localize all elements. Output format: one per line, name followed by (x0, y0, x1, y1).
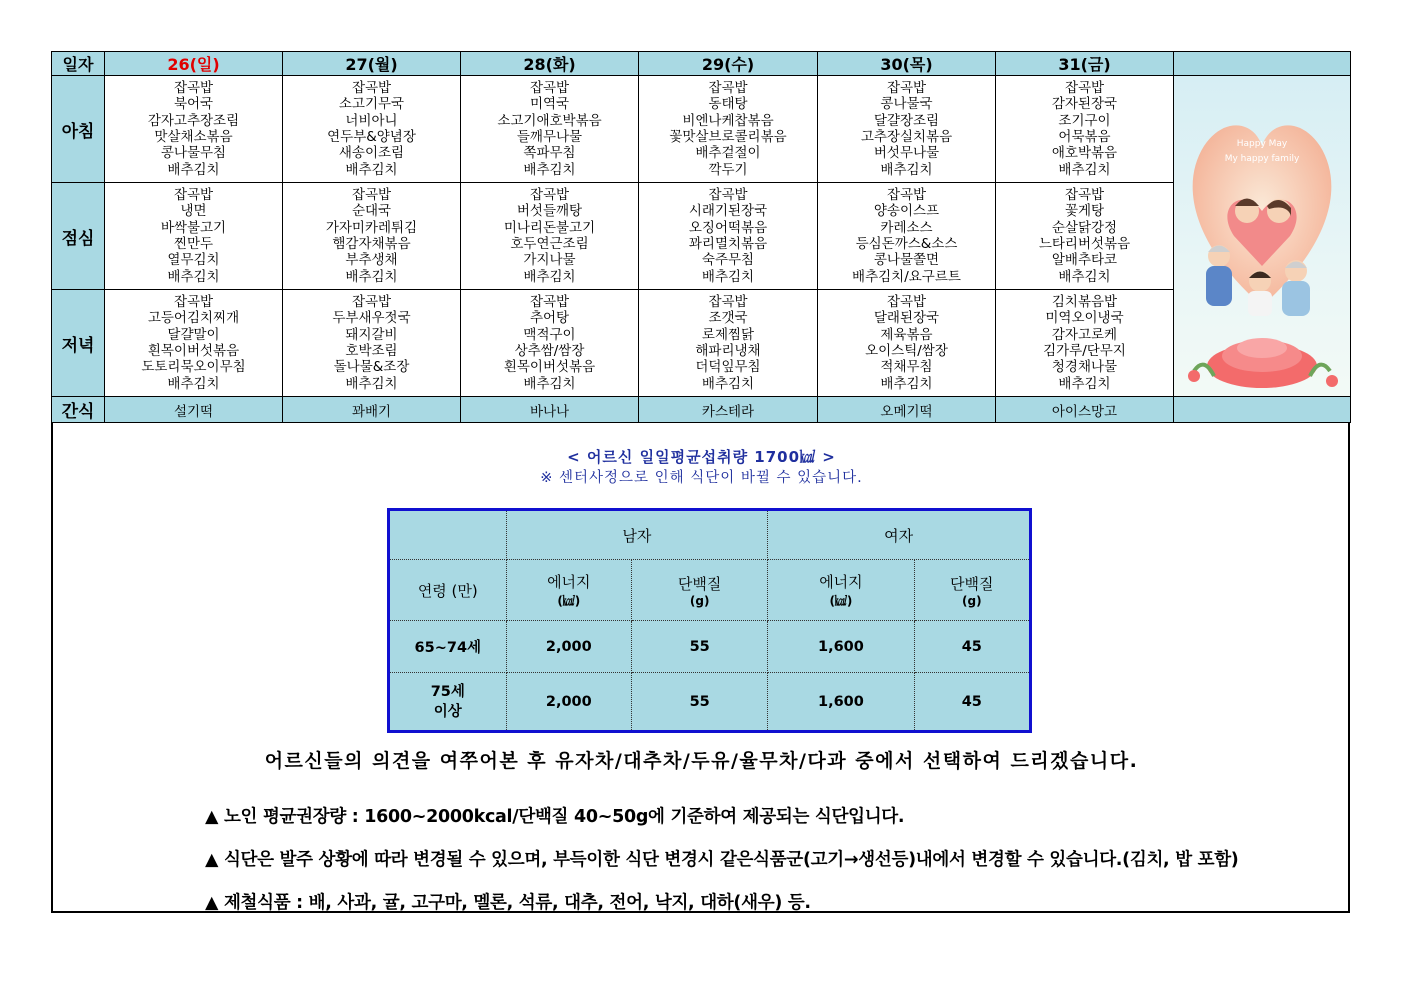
menu-item: 배추김치 (523, 268, 576, 285)
nutrition-label-row (389, 560, 1031, 621)
illustration-text: My happy family (1224, 154, 1300, 164)
menu-item: 돌나물&조장 (333, 359, 410, 376)
menu-item: 냉면 (180, 203, 207, 220)
nutrition-row (389, 621, 1031, 673)
intake-notice: < 어르신 일일평균섭취량 1700㎉ > (567, 448, 836, 466)
menu-item: 꽃게탕 (1064, 203, 1105, 220)
menu-item: 잡곡밥 (886, 80, 927, 97)
menu-item: 배추김치 (167, 161, 220, 178)
menu-item: 순대국 (351, 203, 392, 220)
menu-cell (818, 76, 996, 183)
day-header: 31(금) (996, 52, 1174, 76)
menu-cell (105, 183, 283, 290)
menu-item: 잡곡밥 (351, 80, 392, 97)
day-header: 30(목) (818, 52, 996, 76)
menu-item: 연두부&양념장 (327, 129, 416, 145)
note-line: ▲ 제철식품 : 배, 사과, 귤, 고구마, 멜론, 석류, 대추, 전어, 낙지, 대하(새우) 등. (205, 893, 811, 913)
menu-item: 시래기된장국 (688, 203, 768, 220)
menu-item: 버섯들깨탕 (516, 203, 583, 220)
menu-item: 등심돈까스&소스 (855, 236, 958, 252)
energy-unit: (㎉) (829, 594, 853, 608)
menu-item: 잡곡밥 (529, 80, 570, 97)
male-energy-header (506, 560, 631, 621)
menu-item: 배추김치 (701, 268, 755, 285)
menu-cell (283, 290, 461, 397)
age-header: 연령 (만) (389, 560, 507, 621)
menu-item: 바싹불고기 (160, 219, 227, 236)
female-energy: 1,600 (768, 673, 914, 732)
meal-label-snack: 간식 (52, 397, 105, 423)
day-header: 29(수) (639, 52, 818, 76)
blank-header (1174, 52, 1351, 76)
nutrition-row (389, 673, 1031, 732)
day-header: 26(일) (105, 52, 283, 76)
menu-cell (818, 183, 996, 290)
menu-item: 배추김치 (701, 375, 755, 392)
menu-item: 잡곡밥 (708, 187, 748, 204)
menu-item: 콩나물국 (880, 96, 933, 113)
menu-item: 소고기무국 (338, 96, 405, 113)
menu-item: 맥적구이 (523, 326, 576, 343)
menu-item: 잡곡밥 (173, 294, 214, 311)
protein-unit: (g) (689, 593, 710, 608)
menu-item: 달걀말이 (167, 326, 220, 343)
menu-item: 느타리버섯볶음 (1038, 236, 1131, 252)
male-protein: 55 (632, 621, 768, 673)
menu-item: 순살닭강정 (1051, 219, 1118, 236)
menu-item: 깍두기 (708, 161, 748, 178)
menu-item: 잡곡밥 (886, 187, 927, 204)
menu-item: 배추김치 (523, 375, 576, 392)
meal-menu-table (51, 51, 1351, 423)
menu-item: 달래된장국 (873, 310, 940, 327)
menu-item: 고등어김치찌개 (147, 310, 240, 327)
menu-item: 배추김치 (1058, 375, 1111, 392)
family-illustration (1174, 76, 1351, 397)
menu-cell (639, 290, 818, 397)
family-illustration-image (1174, 76, 1351, 397)
menu-cell (461, 76, 639, 183)
menu-item: 잡곡밥 (708, 80, 748, 97)
menu-item: 어묵볶음 (1058, 129, 1111, 145)
male-protein: 55 (632, 673, 768, 732)
menu-cell (461, 290, 639, 397)
breakfast-row (52, 76, 1351, 183)
menu-item: 배추김치 (880, 161, 933, 178)
menu-item: 가지나물 (523, 252, 576, 269)
female-energy: 1,600 (768, 621, 914, 673)
menu-item: 더덕잎무침 (695, 359, 761, 376)
menu-cell (461, 183, 639, 290)
male-protein-header (632, 560, 768, 621)
menu-item: 해파리냉채 (695, 343, 761, 359)
energy-unit: (㎉) (557, 594, 581, 608)
protein-label: 단백질 (677, 574, 722, 593)
lunch-row (52, 183, 1351, 290)
menu-item: 배추김치 (167, 375, 220, 392)
menu-cell (283, 183, 461, 290)
menu-item: 조갯국 (708, 310, 748, 327)
menu-item: 숙주무침 (701, 252, 755, 269)
protein-label: 단백질 (950, 574, 994, 593)
menu-item: 배추김치 (880, 375, 933, 392)
menu-item: 도토리묵오이무침 (141, 359, 246, 376)
menu-item: 상추쌈/쌈장 (514, 343, 585, 359)
menu-item: 조기구이 (1058, 112, 1111, 129)
menu-item: 배추김치 (523, 161, 576, 178)
menu-cell (996, 76, 1174, 183)
menu-item: 감자고로케 (1051, 326, 1118, 343)
menu-item: 잡곡밥 (529, 187, 570, 204)
menu-item: 잡곡밥 (1064, 187, 1105, 204)
menu-item: 버섯무나물 (873, 145, 940, 162)
nutrition-gender-row (389, 510, 1031, 560)
menu-item: 들깨무나물 (516, 129, 583, 145)
menu-item: 달걀장조림 (873, 112, 940, 129)
female-protein: 45 (914, 621, 1030, 673)
snack-cell: 카스테라 (639, 397, 818, 423)
menu-item: 소고기애호박볶음 (497, 112, 602, 129)
menu-item: 맛살채소볶음 (154, 129, 233, 145)
menu-item: 감자된장국 (1051, 96, 1118, 113)
nutrition-corner (389, 510, 507, 560)
menu-item: 적채무침 (880, 359, 933, 376)
menu-item: 햄감자채볶음 (332, 236, 411, 252)
menu-item: 잡곡밥 (1064, 80, 1105, 97)
menu-item: 양송이스프 (873, 203, 940, 220)
male-energy: 2,000 (506, 621, 631, 673)
meal-label-breakfast: 아침 (52, 76, 105, 183)
menu-cell (105, 290, 283, 397)
meal-label-dinner: 저녁 (52, 290, 105, 397)
menu-item: 흰목이버섯볶음 (503, 359, 596, 376)
female-protein-header (914, 560, 1030, 621)
menu-item: 오징어떡볶음 (688, 219, 768, 236)
menu-item: 배추겉절이 (695, 145, 761, 162)
age-group: 75세 이상 (389, 673, 507, 732)
dinner-row (52, 290, 1351, 397)
meal-label-lunch: 점심 (52, 183, 105, 290)
male-energy: 2,000 (506, 673, 631, 732)
menu-item: 콩나물쫄면 (873, 252, 940, 269)
menu-item: 배추김치 (167, 268, 220, 285)
menu-cell (283, 76, 461, 183)
menu-item: 콩나물무침 (160, 145, 227, 162)
date-header: 일자 (52, 52, 105, 76)
snack-cell: 오메기떡 (818, 397, 996, 423)
menu-item: 배추김치 (345, 161, 398, 178)
age-group: 65~74세 (389, 621, 507, 673)
menu-item: 비엔나케찹볶음 (682, 112, 774, 129)
menu-item: 쪽파무침 (523, 145, 576, 162)
snack-cell-empty (1174, 397, 1351, 423)
menu-item: 잡곡밥 (173, 80, 214, 97)
menu-item: 고추장실치볶음 (860, 129, 953, 145)
menu-item: 잡곡밥 (351, 187, 392, 204)
menu-item: 감자고추장조림 (147, 112, 240, 129)
menu-item: 잡곡밥 (886, 294, 927, 311)
menu-item: 카레소스 (880, 219, 933, 236)
day-header: 27(월) (283, 52, 461, 76)
drink-choice-note: 어르신들의 의견을 여쭈어본 후 유자차/대추차/두유/율무차/다과 중에서 선택하여 드리겠습니다. (264, 750, 1139, 772)
menu-cell (818, 290, 996, 397)
snack-row (52, 397, 1351, 423)
menu-item: 가자미카레튀김 (325, 219, 418, 236)
menu-item: 부추생채 (345, 252, 398, 269)
menu-item: 두부새우젓국 (332, 310, 411, 327)
female-protein: 45 (914, 673, 1030, 732)
menu-item: 김가루/단무지 (1043, 343, 1126, 359)
menu-cell (996, 290, 1174, 397)
protein-unit: (g) (962, 593, 982, 608)
day-header-row (52, 52, 1351, 76)
day-header: 28(화) (461, 52, 639, 76)
menu-item: 잡곡밥 (351, 294, 392, 311)
menu-item: 꽈리멸치볶음 (688, 236, 768, 252)
menu-item: 청경채나물 (1051, 359, 1118, 376)
menu-item: 배추김치 (345, 268, 398, 285)
nutrition-table (387, 508, 1032, 733)
menu-cell (639, 76, 818, 183)
snack-cell: 설기떡 (105, 397, 283, 423)
menu-item: 제육볶음 (880, 326, 933, 343)
menu-item: 새송이조림 (338, 145, 405, 162)
menu-item: 흰목이버섯볶음 (147, 343, 240, 359)
menu-item: 오이스틱/쌈장 (865, 343, 948, 359)
menu-item: 미역국 (529, 96, 570, 113)
menu-item: 배추김치 (1058, 268, 1111, 285)
energy-label: 에너지 (819, 573, 863, 591)
menu-item: 동태탕 (708, 96, 748, 113)
menu-item: 호박조림 (345, 343, 398, 359)
change-notice: ※ 센터사정으로 인해 식단이 바뀔 수 있습니다. (540, 470, 863, 486)
menu-item: 추어탕 (529, 310, 570, 327)
energy-label: 에너지 (547, 573, 591, 591)
menu-item: 잡곡밥 (529, 294, 570, 311)
male-header: 남자 (506, 510, 768, 560)
menu-item: 열무김치 (167, 252, 220, 269)
menu-item: 돼지갈비 (345, 326, 398, 343)
snack-cell: 바나나 (461, 397, 639, 423)
illustration-text: Happy May (1236, 139, 1288, 149)
menu-item: 미역오이냉국 (1045, 310, 1124, 327)
menu-cell (639, 183, 818, 290)
menu-item: 잡곡밥 (173, 187, 214, 204)
menu-item: 배추김치/요구르트 (852, 268, 961, 285)
menu-item: 알배추타코 (1051, 252, 1118, 269)
menu-item: 로제찜닭 (701, 326, 755, 343)
menu-cell (996, 183, 1174, 290)
note-line: ▲ 노인 평균권장량 : 1600~2000kcal/단백질 40~50g에 기준하여 제공되는 식단입니다. (205, 807, 905, 827)
menu-item: 꽃맛살브로콜리볶음 (669, 129, 787, 145)
menu-item: 미나리돈불고기 (503, 219, 596, 236)
menu-item: 찐만두 (173, 236, 214, 252)
menu-item: 북어국 (173, 96, 214, 113)
menu-item: 너비아니 (345, 112, 398, 129)
menu-item: 호두연근조림 (510, 236, 589, 252)
menu-item: 잡곡밥 (708, 294, 748, 311)
menu-item: 배추김치 (345, 375, 398, 392)
note-line: ▲ 식단은 발주 상황에 따라 변경될 수 있으며, 부득이한 식단 변경시 같은식품군(고기→생선등)내에서 변경할 수 있습니다.(김치, 밥 포함) (205, 850, 1239, 870)
menu-item: 김치볶음밥 (1051, 294, 1118, 311)
female-header: 여자 (768, 510, 1031, 560)
snack-cell: 꽈배기 (283, 397, 461, 423)
menu-item: 배추김치 (1058, 161, 1111, 178)
menu-item: 애호박볶음 (1051, 145, 1118, 162)
female-energy-header (768, 560, 914, 621)
menu-cell (105, 76, 283, 183)
snack-cell: 아이스망고 (996, 397, 1174, 423)
